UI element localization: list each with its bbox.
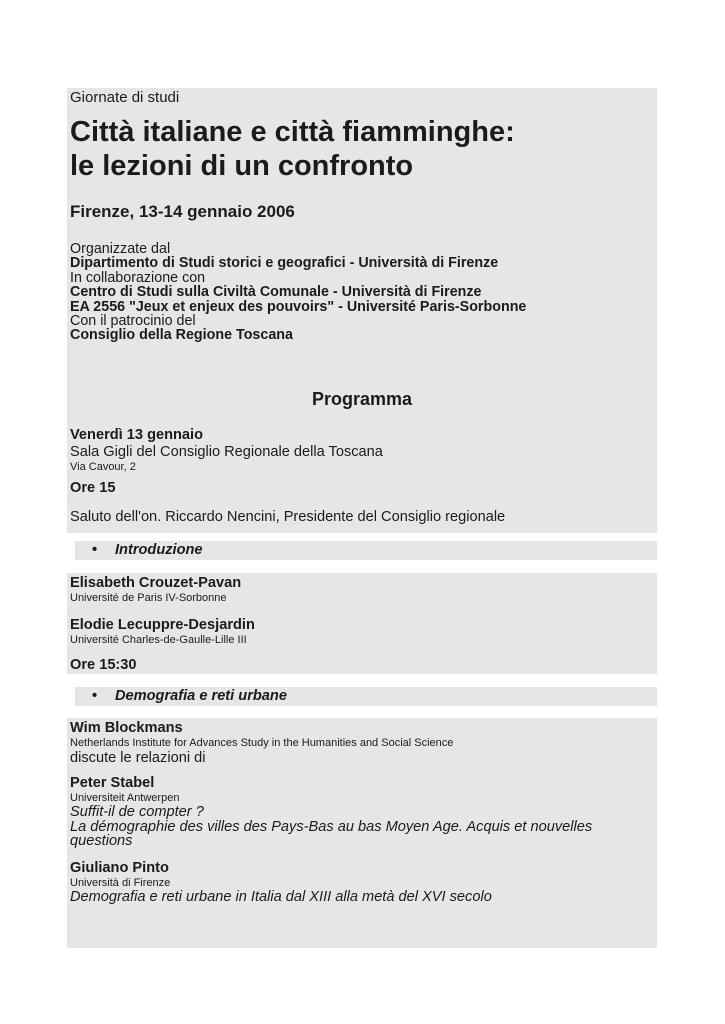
- program-day: Venerdì 13 gennaio: [70, 426, 204, 443]
- program-address: Via Cavour, 2: [70, 460, 136, 473]
- bullet-icon: •: [92, 542, 98, 558]
- credits-line-centro: Centro di Studi sulla Civiltà Comunale - Università di Firenze: [70, 284, 482, 301]
- session1-title: Introduzione: [115, 542, 203, 558]
- chair-role-note: discute le relazioni di: [70, 750, 206, 766]
- bullet-icon: •: [92, 688, 98, 704]
- speaker-name: Elodie Lecuppre-Desjardin: [70, 617, 255, 633]
- document-title: [70, 115, 654, 183]
- program-heading: Programma: [311, 388, 413, 409]
- paper-title-line1: Suffit-il de compter ?: [70, 804, 204, 820]
- kicker: Giornate di studi: [70, 89, 180, 106]
- speaker-affiliation: Università di Firenze: [70, 876, 171, 889]
- session-time-2: Ore 15:30: [70, 657, 137, 673]
- chair-affiliation: Netherlands Institute for Advances Study in the Humanities and Social Science: [70, 737, 454, 749]
- speaker-name: Giuliano Pinto: [70, 859, 169, 876]
- speaker-affiliation: Université de Paris IV-Sorbonne: [70, 592, 227, 604]
- credits-line-consiglio: Consiglio della Regione Toscana: [70, 327, 293, 344]
- greeting-line: Saluto dell'on. Riccardo Nencini, Presidente del Consiglio regionale: [70, 508, 506, 525]
- credits-line-collaboration: In collaborazione con: [70, 269, 206, 286]
- document-title-line2: le lezioni di un confronto: [70, 150, 414, 182]
- speaker-affiliation: Universiteit Antwerpen: [70, 792, 180, 804]
- header-block: [67, 88, 657, 533]
- session2-title: Demografia e reti urbane: [115, 688, 287, 704]
- speaker-name: Peter Stabel: [70, 775, 155, 791]
- speaker-name: Elisabeth Crouzet-Pavan: [70, 575, 242, 591]
- session2-papers-block: [67, 718, 657, 948]
- document-title-line1: Città italiane e città fiamminghe:: [70, 116, 515, 148]
- speaker-affiliation: Université Charles-de-Gaulle-Lille III: [70, 634, 247, 646]
- credits-line-organized-by: Organizzate dal: [70, 241, 171, 257]
- event-date-location: Firenze, 13-14 gennaio 2006: [70, 202, 295, 221]
- paper-title-line1: Demografia e reti urbane in Italia dal XIII alla metà del XVI secolo: [70, 888, 492, 905]
- paper-title-line2: La démographie des villes des Pays-Bas au bas Moyen Age. Acquis et nouvelles questions: [70, 818, 593, 849]
- session1-title-band: [75, 541, 657, 560]
- session2-title-band: [75, 687, 657, 706]
- session-time-1: Ore 15: [70, 479, 116, 496]
- session1-speakers-block: [67, 573, 657, 674]
- program-venue: Sala Gigli del Consiglio Regionale della Toscana: [70, 443, 383, 460]
- credits-line-ea2556: EA 2556 "Jeux et enjeux des pouvoirs" - Université Paris-Sorbonne: [70, 298, 527, 315]
- credits-line-department: Dipartimento di Studi storici e geografici - Università di Firenze: [70, 255, 499, 272]
- credits-list: [70, 242, 654, 343]
- credits-line-patronage: Con il patrocinio del: [70, 313, 196, 330]
- chair-name: Wim Blockmans: [70, 720, 183, 736]
